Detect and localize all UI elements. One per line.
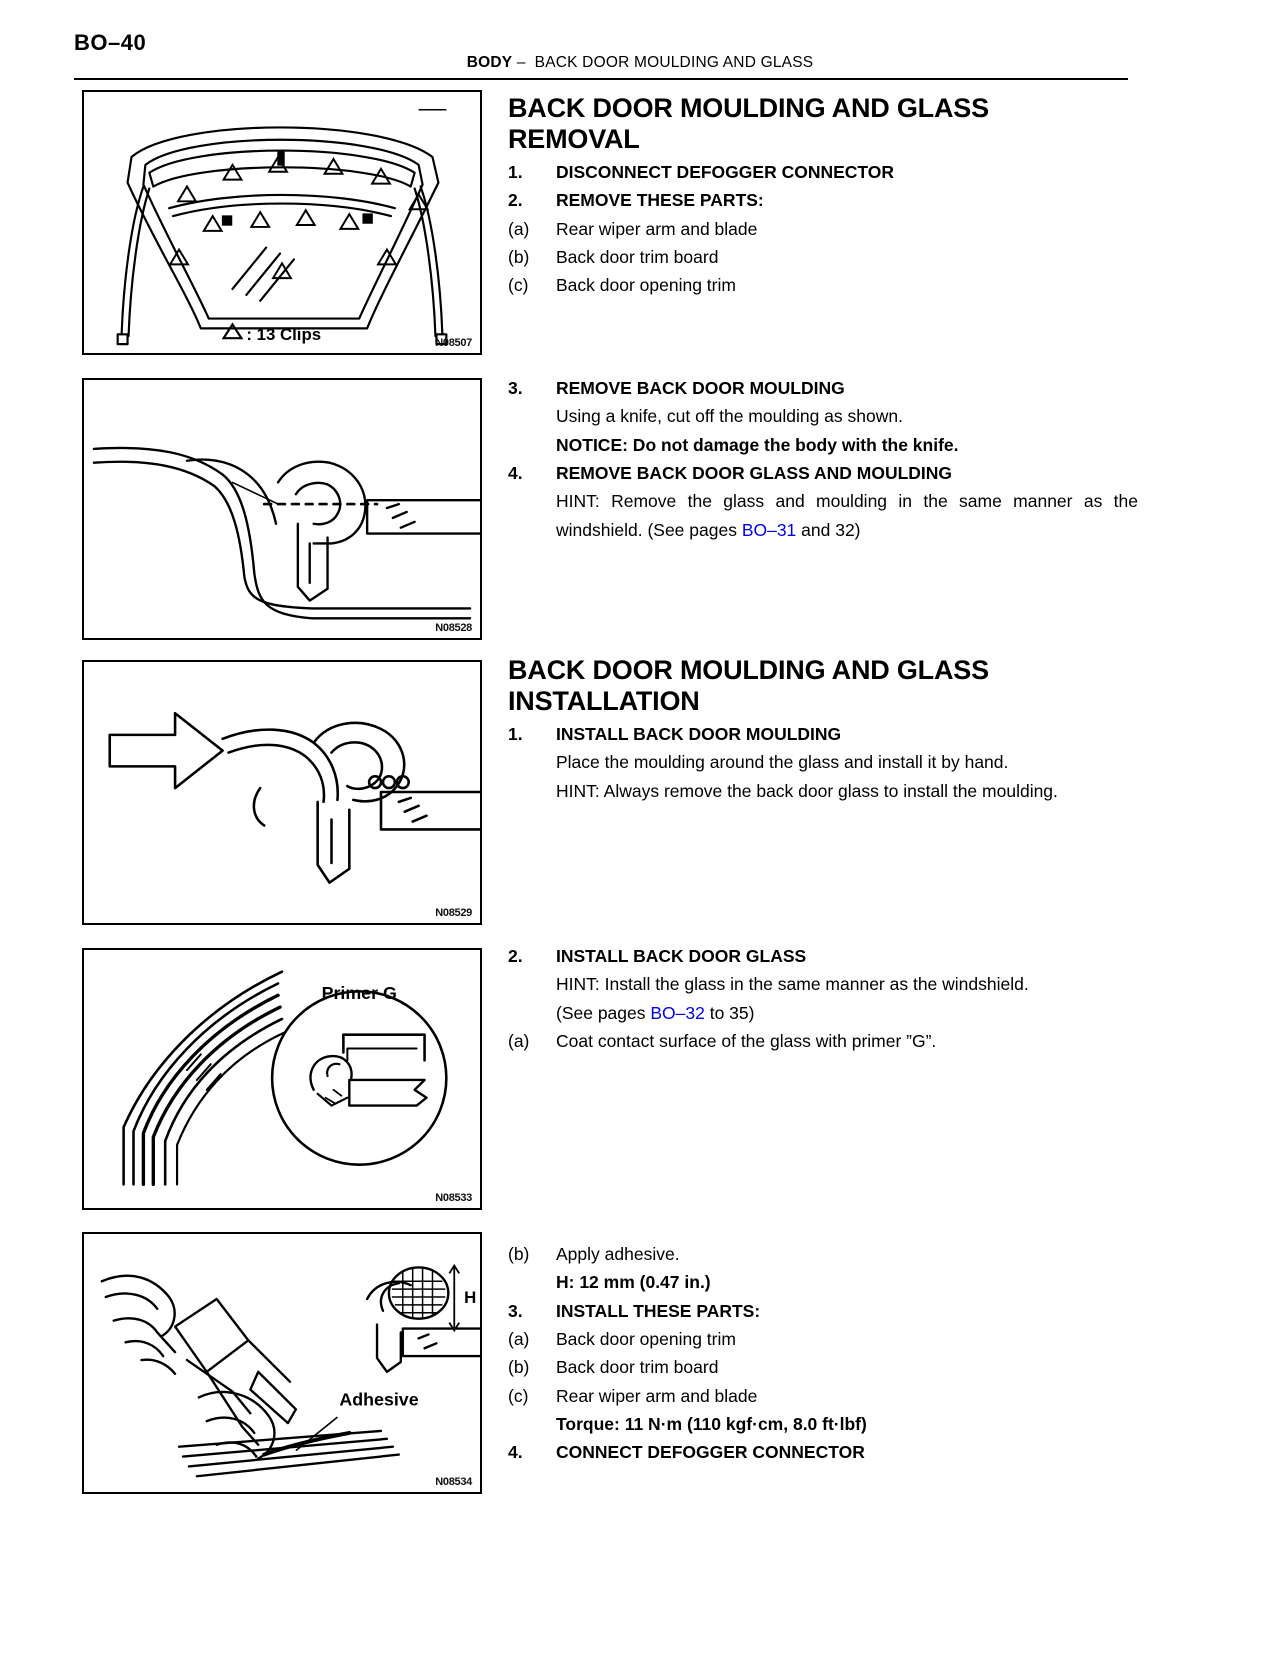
removal-title xyxy=(508,93,1138,154)
figure-adhesive-application xyxy=(82,1232,482,1494)
removal-section-continued xyxy=(508,374,1138,544)
installation-step-4 xyxy=(508,1438,1138,1466)
installation-final-block xyxy=(508,1240,1138,1467)
adhesive-bead xyxy=(389,1267,448,1318)
step-marker: 4. xyxy=(508,1442,523,1463)
back-door-clips-drawing xyxy=(84,92,480,353)
installation-step-2b xyxy=(508,1240,1138,1268)
installation-step-3 xyxy=(508,1297,1138,1325)
installation-step-3a xyxy=(508,1325,1138,1353)
page-number: BO–40 xyxy=(74,30,147,55)
hint-text-part1: HINT: Remove the glass and moulding in the same manner as the windshield. (See pages xyxy=(556,491,1138,540)
installation-step-1 xyxy=(508,720,1138,748)
removal-step-2c xyxy=(508,271,1138,299)
header-dash: – xyxy=(516,54,526,71)
removal-step-3-body: Using a knife, cut off the moulding as shown. xyxy=(556,406,903,427)
page-link-bo32[interactable]: BO–32 xyxy=(650,1002,705,1023)
torque-spec: Torque: 11 N·m (110 kgf·cm, 8.0 ft·lbf) xyxy=(556,1414,867,1435)
figure-back-door-clips xyxy=(82,90,482,355)
removal-step-2 xyxy=(508,186,1138,214)
step-marker: 1. xyxy=(508,162,523,182)
figure-primer-application xyxy=(82,948,482,1210)
step-text: Back door trim board xyxy=(556,1357,719,1378)
removal-step-2a xyxy=(508,215,1138,243)
step-text: Coat contact surface of the glass with primer ”G”. xyxy=(556,1031,937,1052)
primer-label: Primer G xyxy=(321,983,397,1004)
step-marker: 2. xyxy=(508,190,523,211)
removal-step-3 xyxy=(508,374,1138,402)
figure-code: N08534 xyxy=(435,1476,472,1488)
step-text: Back door trim board xyxy=(556,247,719,268)
step-text: Apply adhesive. xyxy=(556,1244,680,1264)
removal-step-2b xyxy=(508,243,1138,271)
hint-text-part2: and 32) xyxy=(796,519,861,540)
installation-step-2-block xyxy=(508,942,1138,1055)
header-divider xyxy=(74,78,1128,80)
installation-title xyxy=(508,655,1138,716)
step-heading: INSTALL BACK DOOR GLASS xyxy=(556,946,807,966)
moulding-install-drawing xyxy=(84,662,480,923)
step-heading: REMOVE BACK DOOR MOULDING xyxy=(556,378,845,398)
removal-section xyxy=(508,93,1138,300)
adhesive-height-spec: H: 12 mm (0.47 in.) xyxy=(556,1272,711,1293)
removal-title-line1: BACK DOOR MOULDING AND GLASS xyxy=(508,93,989,123)
installation-step-1-body: Place the moulding around the glass and install it by hand. xyxy=(556,752,1009,773)
step-marker: (c) xyxy=(508,1385,529,1406)
installation-title-line2: INSTALLATION xyxy=(508,685,700,716)
pages-text-part2: to 35) xyxy=(704,1002,755,1023)
step-heading: INSTALL BACK DOOR MOULDING xyxy=(556,724,842,744)
h-dimension xyxy=(449,1266,459,1331)
step-heading: INSTALL THESE PARTS: xyxy=(556,1300,761,1321)
adhesive-label: Adhesive xyxy=(339,1389,419,1410)
figure-code: N08507 xyxy=(435,337,472,349)
installation-step-2a xyxy=(508,1027,1138,1055)
step-marker: (b) xyxy=(508,247,530,268)
step-text: Back door opening trim xyxy=(556,275,736,296)
removal-title-line2: REMOVAL xyxy=(508,123,640,154)
installation-step-3b xyxy=(508,1353,1138,1381)
moulding-cut-drawing xyxy=(84,380,480,638)
figure-code: N08529 xyxy=(435,907,472,919)
step-heading: REMOVE BACK DOOR GLASS AND MOULDING xyxy=(556,463,953,484)
direction-arrow-icon xyxy=(110,713,223,788)
figure-code: N08528 xyxy=(435,622,472,634)
figure-moulding-install-section xyxy=(82,660,482,925)
step-marker: 3. xyxy=(508,1300,523,1321)
step-marker: 1. xyxy=(508,724,523,744)
step-marker: (a) xyxy=(508,1329,530,1350)
installation-step-2 xyxy=(508,942,1138,970)
clips-legend-text: : 13 Clips xyxy=(246,325,322,345)
step-marker: (b) xyxy=(508,1357,530,1378)
step-marker: (c) xyxy=(508,275,529,296)
installation-title-line1: BACK DOOR MOULDING AND GLASS xyxy=(508,655,989,685)
primer-drawing xyxy=(84,950,480,1208)
step-marker: 2. xyxy=(508,946,523,966)
step-text: Rear wiper arm and blade xyxy=(556,218,758,239)
page-header xyxy=(0,54,1280,72)
step-marker: 3. xyxy=(508,378,523,398)
removal-step-4 xyxy=(508,459,1138,487)
installation-section xyxy=(508,655,1138,805)
h-label: H xyxy=(464,1287,477,1307)
installation-step-1-hint: HINT: Always remove the back door glass to install the moulding. xyxy=(556,780,1058,801)
step-marker: (b) xyxy=(508,1244,530,1264)
pages-text-part1: (See pages xyxy=(556,1002,651,1023)
removal-step-4-hint xyxy=(508,487,1138,544)
installation-step-2-pages xyxy=(508,999,1138,1027)
installation-step-2-hint: HINT: Install the glass in the same manner as the windshield. xyxy=(556,974,1029,995)
header-subject: BACK DOOR MOULDING AND GLASS xyxy=(534,54,814,71)
step-text: DISCONNECT DEFOGGER CONNECTOR xyxy=(556,162,895,182)
step-text: REMOVE THESE PARTS: xyxy=(556,190,764,211)
header-section: BODY xyxy=(466,54,513,71)
step-marker: (a) xyxy=(508,1031,530,1052)
figure-moulding-cut-section xyxy=(82,378,482,640)
step-marker: (a) xyxy=(508,218,530,239)
step-text: Back door opening trim xyxy=(556,1329,736,1350)
page-link-bo31[interactable]: BO–31 xyxy=(741,519,797,540)
removal-step-3-notice: NOTICE: Do not damage the body with the knife. xyxy=(556,434,959,455)
installation-step-3c xyxy=(508,1382,1138,1410)
step-marker: 4. xyxy=(508,463,523,484)
step-text: Rear wiper arm and blade xyxy=(556,1385,758,1406)
step-heading: CONNECT DEFOGGER CONNECTOR xyxy=(556,1442,865,1463)
adhesive-drawing xyxy=(84,1234,480,1492)
figure-code: N08533 xyxy=(435,1192,472,1204)
removal-step-1 xyxy=(508,158,1138,186)
